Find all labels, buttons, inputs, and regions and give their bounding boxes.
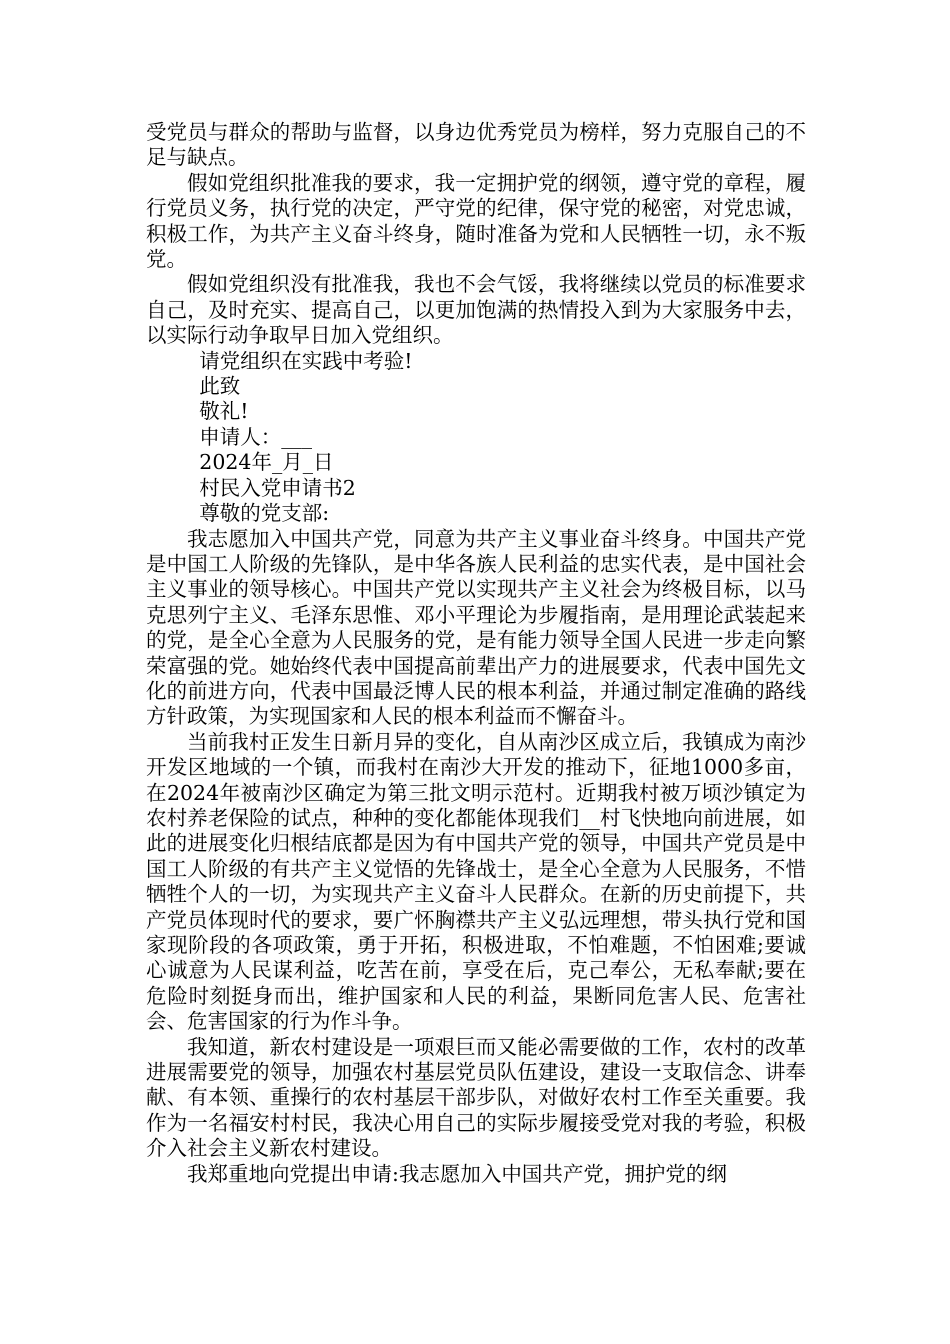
paragraph-new-countryside: 我知道，新农村建设是一项艰巨而又能必需要做的工作，农村的改革进展需要党的领导，加强农村基层党员队伍建设，建设一支取信念、讲奉献、有本领、重操行的农村基层干部步队，对做好农村工作至关重要。我作为一名福安村村民，我决心用自己的实际步履接受党对我的考验，积极介入社会主义新农村建设。 [146,1034,806,1161]
closing-line-request: 请党组织在实践中考验! [199,348,413,373]
salutation-line: 尊敬的党支部: [199,501,330,526]
document-text [146,120,806,1187]
paragraph-intent: 我志愿加入中国共产党，同意为共产主义事业奋斗终身。中国共产党是中国工人阶级的先锋队，是中华各族人民利益的忠实代表，是中国社会主义事业的领导核心。中国共产党以实现共产主义社会为终极目标，以马克思列宁主义、毛泽东思惟、邓小平理论为步履指南，是用理论武装起来的党，是全心全意为人民服务的党，是有能力领导全国人民进一步走向繁荣富强的党。她始终代表中国提高前辈出产力的进展要求，代表中国先文化的前进方向，代表中国最泛博人民的根本利益，并通过制定准确的路线方针政策，为实现国家和人民的根本利益而不懈奋斗。 [146,526,806,729]
closing-line-cizhi: 此致 [199,374,241,399]
paragraph-approval: 假如党组织批准我的要求，我一定拥护党的纲领，遵守党的章程，履行党员义务，执行党的决定，严守党的纪律，保守党的秘密，对党忠诚，积极工作，为共产主义奋斗终身，随时准备为党和人民牺牲一切，永不叛党。 [146,170,806,272]
paragraph-not-approved: 假如党组织没有批准我，我也不会气馁，我将继续以党员的标准要求自己，及时充实、提高自己，以更加饱满的热情投入到为大家服务中去，以实际行动争取早日加入党组织。 [146,272,806,348]
section-title: 村民入党申请书2 [199,475,356,500]
date-line: 2024年_月_日 [199,450,334,475]
applicant-line: 申请人：___ [199,424,313,449]
paragraph-village-change: 当前我村正发生日新月异的变化，自从南沙区成立后，我镇成为南沙开发区地域的一个镇，而我村在南沙大开发的推动下，征地1000多亩，在2024年被南沙区确定为第三批文明示范村。近期我村被万顷沙镇定为农村养老保险的试点，种种的变化都能体现我们__村飞快地向前进展，如此的进展变化归根结底都是因为有中国共产党的领导，中国共产党员是中国工人阶级的有共产主义觉悟的先锋战士，是全心全意为人民服务，不惜牺牲个人的一切，为实现共产主义奋斗人民群众。在新的历史前提下，共产党员体现时代的要求，要广怀胸襟共产主义弘远理想，带头执行党和国家现阶段的各项政策，勇于开拓，积极进取，不怕难题，不怕困难;要诚心诚意为人民谋利益，吃苦在前，享受在后，克己奉公，无私奉献;要在危险时刻挺身而出，维护国家和人民的利益，果断同危害人民、危害社会、危害国家的行为作斗争。 [146,729,806,1034]
closing-line-jingli: 敬礼! [199,399,249,424]
paragraph-solemn-request: 我郑重地向党提出申请:我志愿加入中国共产党，拥护党的纲 [187,1161,727,1186]
paragraph-continuation: 受党员与群众的帮助与监督，以身边优秀党员为榜样，努力克服自己的不足与缺点。 [146,120,806,170]
